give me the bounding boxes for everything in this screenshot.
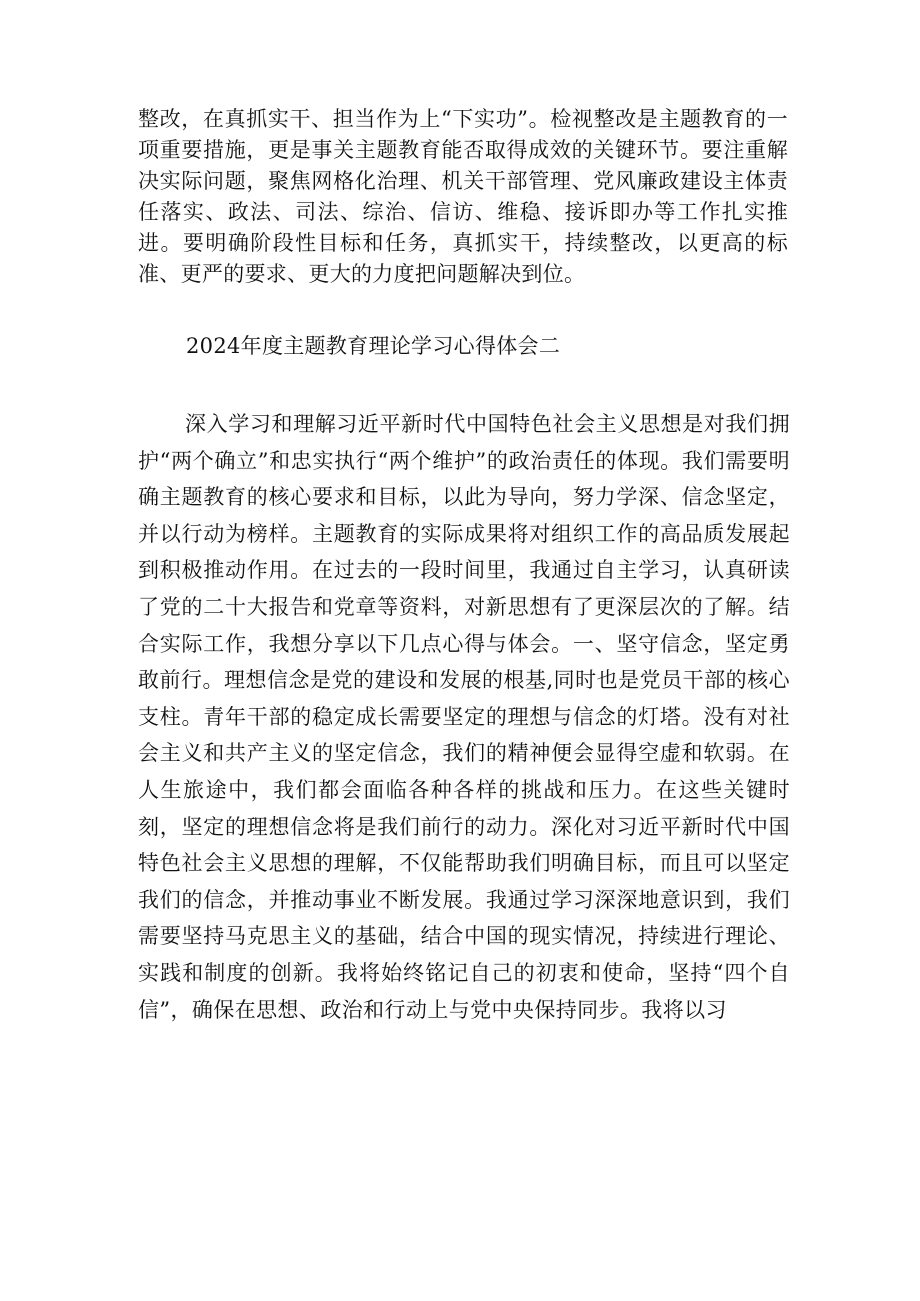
paragraph-study-experience: 深入学习和理解习近平新时代中国特色社会主义思想是对我们拥护“两个确立”和忠实执行“两个维护”的政治责任的体现。我们需要明确主题教育的核心要求和目标，以此为导向，努力学深、信念坚定，并以行动为榜样。主题教育的实际成果将对组织工作的高品质发展起到积极推动作用。在过去的一段时间里，我通过自主学习，认真研读了党的二十大报告和党章等资料，对新思想有了更深层次的了解。结合实际工作，我想分享以下几点心得与体会。一、坚守信念，坚定勇敢前行。理想信念是党的建设和发展的根基,同时也是党员干部的核心支柱。青年干部的稳定成长需要坚定的理想与信念的灯塔。没有对社会主义和共产主义的坚定信念，我们的精神便会显得空虚和软弱。在人生旅途中，我们都会面临各种各样的挑战和压力。在这些关键时刻，坚定的理想信念将是我们前行的动力。深化对习近平新时代中国特色社会主义思想的理解，不仅能帮助我们明确目标，而且可以坚定我们的信念，并推动事业不断发展。我通过学习深深地意识到，我们需要坚持马克思主义的基础，结合中国的现实情况，持续进行理论、实践和制度的创新。我将始终铭记自己的初衷和使命，坚持“四个自信”，确保在思想、政治和行动上与党中央保持同步。我将以习: [138, 412, 790, 1022]
paragraph-rectification: 整改，在真抓实干、担当作为上“下实功”。检视整改是主题教育的一项重要措施，更是事关主题教育能否取得成效的关键环节。要注重解决实际问题，聚焦网格化治理、机关干部管理、党风廉政建设主体责任落实、政法、司法、综治、信访、维稳、接诉即办等工作扎实推进。要明确阶段性目标和任务，真抓实干，持续整改，以更高的标准、更严的要求、更大的力度把问题解决到位。: [138, 107, 788, 286]
section-title: 2024年度主题教育理论学习心得体会二: [186, 334, 561, 358]
